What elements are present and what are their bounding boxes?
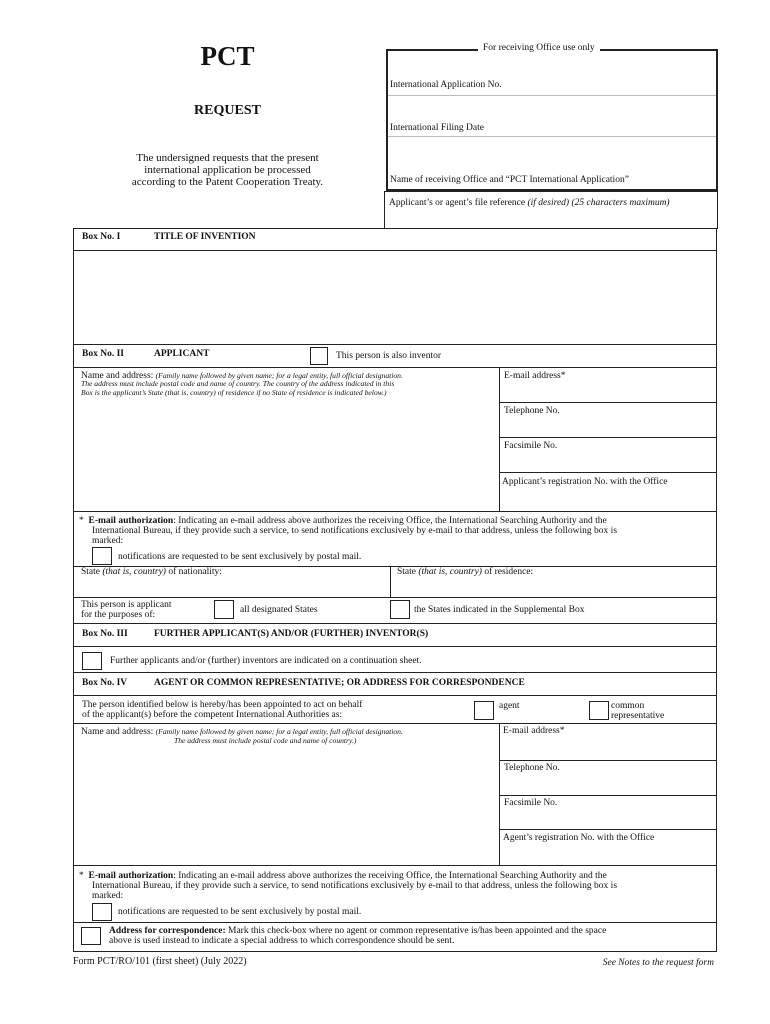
agent-label: agent [499, 701, 520, 711]
appointed-line-2: of the applicant(s) before the competent International Authorities as: [82, 710, 343, 720]
applicant-email-auth-line-2: International Bureau, if they provide such a service, to send notifications exclusively by e-mail to that address, unless the following box is [92, 526, 618, 536]
supplemental-states-checkbox[interactable] [390, 600, 410, 619]
form-id: Form PCT/RO/101 (first sheet) (July 2022) [73, 956, 247, 967]
purposes-line-2: for the purposes of: [81, 610, 156, 620]
agent-email-auth-line-2: International Bureau, if they provide such a service, to send notifications exclusively by e-mail to that address, unless the following box is [92, 881, 618, 891]
agent-postal-mail-label: notifications are requested to be sent exclusively by postal mail. [118, 907, 362, 917]
also-inventor-checkbox[interactable] [310, 347, 328, 365]
box1-number: Box No. I [82, 232, 121, 242]
form-subtitle: REQUEST [194, 103, 261, 118]
intro-line-3: according to the Patent Cooperation Treaty. [131, 176, 324, 188]
applicant-name-hint-2: The address must include postal code and name of country. The country of the address indicated in this [81, 379, 395, 388]
agent-checkbox[interactable] [474, 701, 494, 720]
receiving-office-box [386, 49, 718, 191]
also-inventor-label: This person is also inventor [336, 351, 442, 361]
correspondence-address-checkbox[interactable] [81, 927, 101, 945]
box2-number: Box No. II [82, 349, 124, 359]
common-representative-label-1: common [611, 701, 645, 711]
appointed-line-1: The person identified below is hereby/has been appointed to act on behalf [82, 700, 363, 710]
all-designated-states-label: all designated States [240, 605, 318, 615]
file-reference-label: Applicant’s or agent’s file reference (if desired) (25 characters maximum) [389, 198, 670, 208]
office-name-label: Name of receiving Office and “PCT International Application” [390, 175, 629, 185]
box1-title: TITLE OF INVENTION [154, 232, 256, 242]
correspondence-line-1: Address for correspondence: Mark this check-box where no agent or common representative is/has been appointed and the space [109, 926, 607, 936]
agent-name-label: Name and address: (Family name followed by given name; for a legal entity, full official designation. [81, 727, 403, 737]
agent-email-auth-line-1: * E-mail authorization: Indicating an e-mail address above authorizes the receiving Office, the International Searching Authority and the [79, 871, 607, 881]
applicant-email-auth-line-1: * E-mail authorization: Indicating an e-mail address above authorizes the receiving Office, the International Searching Authority and the [79, 516, 607, 526]
box3-title: FURTHER APPLICANT(S) AND/OR (FURTHER) INVENTOR(S) [154, 629, 429, 639]
box4-number: Box No. IV [82, 678, 128, 688]
purposes-line-1: This person is applicant [81, 600, 172, 610]
file-reference-field[interactable] [384, 191, 718, 229]
applicant-name-hint-3: Box is the applicant’s State (that is, country) of residence if no State of residence is indicated below.) [81, 388, 387, 397]
title-of-invention-field[interactable] [74, 251, 716, 344]
agent-fax-label: Facsimile No. [504, 798, 558, 808]
applicant-postal-mail-label: notifications are requested to be sent exclusively by postal mail. [118, 552, 362, 562]
continuation-sheet-checkbox[interactable] [82, 652, 102, 670]
box3-number: Box No. III [82, 629, 128, 639]
box4-title: AGENT OR COMMON REPRESENTATIVE; OR ADDRESS FOR CORRESPONDENCE [154, 678, 525, 688]
applicant-registration-label: Applicant’s registration No. with the Office [502, 477, 668, 487]
applicant-fax-label: Facsimile No. [504, 441, 558, 451]
intro-line-2: international application be processed [144, 164, 311, 176]
agent-email-label: E-mail address* [503, 726, 565, 736]
agent-phone-label: Telephone No. [504, 763, 560, 773]
applicant-email-label: E-mail address* [504, 371, 566, 381]
receiving-office-legend: For receiving Office use only [478, 43, 600, 54]
applicant-email-auth-line-3: marked: [92, 536, 124, 546]
filing-date-label: International Filing Date [390, 123, 484, 133]
notes-reference: See Notes to the request form [602, 958, 714, 968]
form-title: PCT [200, 41, 255, 71]
correspondence-line-2: above is used instead to indicate a special address to which correspondence should be sent. [109, 936, 455, 946]
box2-title: APPLICANT [154, 349, 210, 359]
applicant-name-label: Name and address: (Family name followed by given name; for a legal entity, full official designation. [81, 371, 403, 381]
agent-postal-mail-checkbox[interactable] [92, 903, 112, 921]
agent-name-hint-2: The address must include postal code and name of country.) [174, 736, 357, 745]
agent-email-auth-line-3: marked: [92, 891, 124, 901]
all-designated-states-checkbox[interactable] [214, 600, 234, 619]
applicant-phone-label: Telephone No. [504, 406, 560, 416]
continuation-sheet-label: Further applicants and/or (further) inventors are indicated on a continuation sheet. [110, 656, 422, 666]
common-representative-checkbox[interactable] [589, 701, 609, 720]
applicant-postal-mail-checkbox[interactable] [92, 547, 112, 565]
agent-registration-label: Agent’s registration No. with the Office [503, 833, 655, 843]
application-no-label: International Application No. [390, 80, 502, 90]
residence-label: State (that is, country) of residence: [397, 567, 534, 577]
common-representative-label-2: representative [611, 711, 665, 721]
nationality-label: State (that is, country) of nationality: [81, 567, 222, 577]
supplemental-states-label: the States indicated in the Supplemental Box [414, 605, 585, 615]
intro-line-1: The undersigned requests that the present [136, 152, 319, 164]
